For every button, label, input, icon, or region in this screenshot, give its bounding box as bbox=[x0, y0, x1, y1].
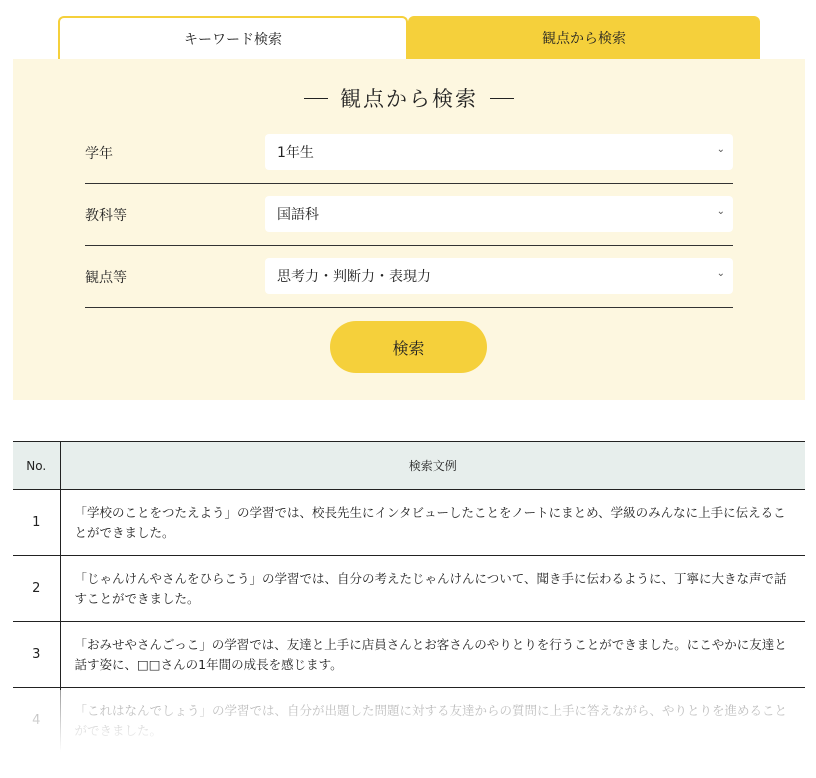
subject-select[interactable] bbox=[265, 196, 733, 232]
table-row bbox=[13, 490, 805, 556]
tab-keyword-search[interactable]: キーワード検索 bbox=[58, 16, 408, 60]
chevron-down-icon: ⌄ bbox=[716, 206, 725, 217]
row-text: 「おみせやさんごっこ」の学習では、友達と上手に店員さんとお客さんのやりとりを行うことができました。にこやかに友達と話す姿に、□□さんの1年間の成長を感じます。 bbox=[60, 622, 805, 688]
viewpoint-label: 観点等 bbox=[85, 270, 127, 286]
chevron-down-icon: ⌄ bbox=[716, 144, 725, 155]
row-text: 「学校のことをつたえよう」の学習では、校長先生にインタビューしたことをノートにまとめ、学級のみんなに上手に伝えることができました。 bbox=[60, 490, 805, 556]
grade-label: 学年 bbox=[85, 146, 113, 162]
viewpoint-select-value: 思考力・判断力・表現力 bbox=[277, 269, 431, 285]
panel-title bbox=[13, 83, 805, 113]
row-number: 2 bbox=[13, 556, 60, 622]
search-tabs bbox=[58, 16, 760, 60]
table-row bbox=[13, 556, 805, 622]
subject-select-value: 国語科 bbox=[277, 207, 319, 223]
row-number: 1 bbox=[13, 490, 60, 556]
header-text: 検索文例 bbox=[60, 442, 805, 490]
search-button[interactable]: 検索 bbox=[330, 321, 487, 373]
tab-viewpoint-search[interactable]: 観点から検索 bbox=[408, 16, 760, 60]
table-row bbox=[13, 622, 805, 688]
search-panel bbox=[13, 59, 805, 400]
viewpoint-row bbox=[85, 246, 733, 308]
row-text: 「じゃんけんやさんをひらこう」の学習では、自分の考えたじゃんけんについて、聞き手に伝わるように、丁寧に大きな声で話すことができました。 bbox=[60, 556, 805, 622]
title-dash-left bbox=[304, 98, 328, 99]
row-number: 3 bbox=[13, 622, 60, 688]
header-no: No. bbox=[13, 442, 60, 490]
chevron-down-icon: ⌄ bbox=[716, 268, 725, 279]
subject-label: 教科等 bbox=[85, 208, 127, 224]
table-header-row bbox=[13, 442, 805, 490]
title-dash-right bbox=[490, 98, 514, 99]
panel-title-text: 観点から検索 bbox=[340, 87, 478, 111]
grade-select[interactable] bbox=[265, 134, 733, 170]
grade-row bbox=[85, 122, 733, 184]
viewpoint-select[interactable] bbox=[265, 258, 733, 294]
subject-row bbox=[85, 184, 733, 246]
grade-select-value: 1年生 bbox=[277, 145, 314, 161]
fade-overlay bbox=[0, 690, 816, 778]
